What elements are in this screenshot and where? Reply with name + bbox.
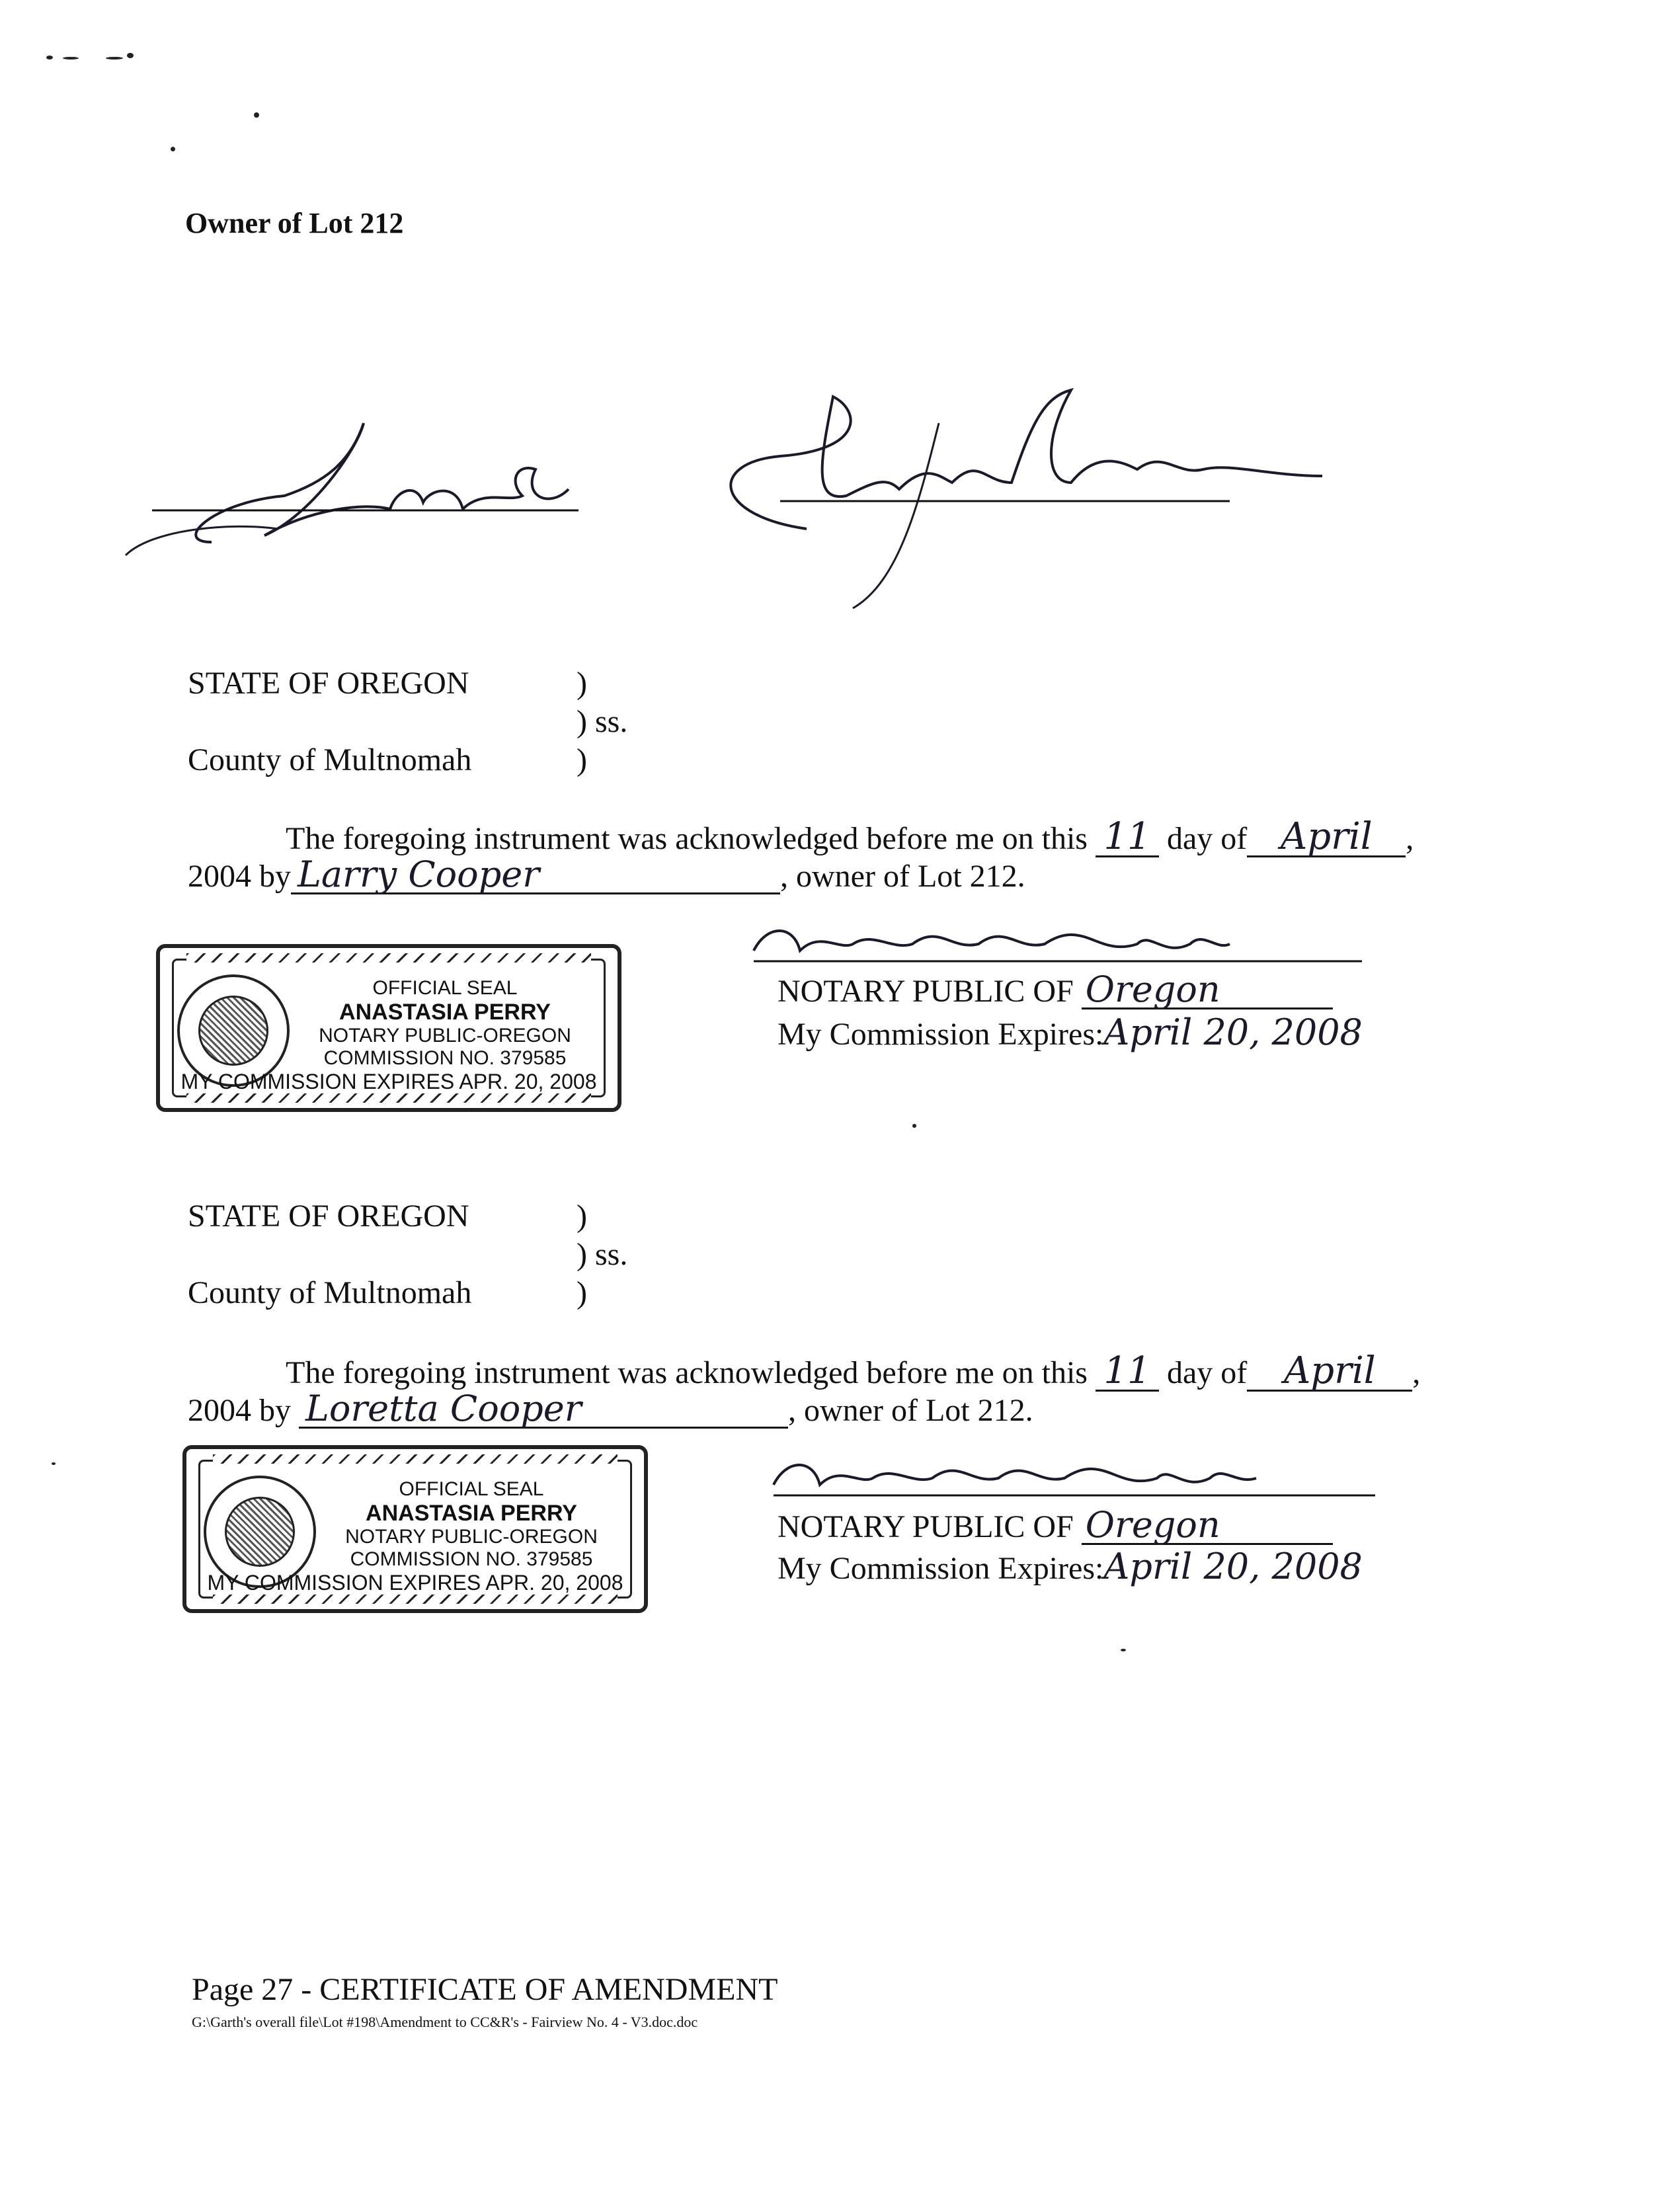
- seal-line: NOTARY PUBLIC-OREGON: [319, 1025, 571, 1047]
- scan-speck: [171, 147, 175, 151]
- notary-signature: [740, 918, 1375, 970]
- acknowledgment-name-line: [188, 853, 1025, 895]
- commission-line: [778, 1546, 1363, 1587]
- ack-prefix: The foregoing instrument was acknowledged before me on this: [286, 1355, 1088, 1390]
- acknowledgment-name-line: [188, 1388, 1033, 1429]
- ack-owner-suffix: , owner of Lot 212.: [788, 1393, 1033, 1428]
- commission-label: My Commission Expires:: [778, 1551, 1104, 1586]
- commission-value: April 20, 2008: [1103, 1546, 1363, 1587]
- commission-line: [778, 1011, 1363, 1053]
- ack-day-value: 11: [1096, 1353, 1159, 1392]
- ss-label: ) ss.: [577, 1237, 628, 1272]
- county-label: County of Multnomah: [188, 742, 472, 777]
- seal-line: ANASTASIA PERRY: [339, 1000, 551, 1025]
- scan-speck: [52, 1462, 56, 1465]
- notary-public-label: NOTARY PUBLIC OF: [778, 1509, 1074, 1544]
- notary-state-value: Oregon: [1082, 1507, 1333, 1545]
- scan-speck: [63, 57, 79, 59]
- seal-line: MY COMMISSION EXPIRES APR. 20, 2008: [180, 1070, 597, 1093]
- owner-signature-larry: [112, 410, 588, 569]
- commission-value: April 20, 2008: [1103, 1011, 1363, 1053]
- ack-comma: ,: [1412, 1355, 1421, 1390]
- county-label: County of Multnomah: [188, 1275, 472, 1310]
- ack-day-value: 11: [1096, 818, 1159, 857]
- footer-page-label: Page 27 - CERTIFICATE OF AMENDMENT: [192, 1972, 778, 2007]
- ack-year-prefix: 2004 by: [188, 1393, 291, 1428]
- seal-line: OFFICIAL SEAL: [399, 1478, 544, 1500]
- notary-public-label: NOTARY PUBLIC OF: [778, 974, 1074, 1009]
- notary-state-value: Oregon: [1082, 972, 1333, 1009]
- ack-month-value: April: [1247, 1353, 1412, 1392]
- ack-month-value: April: [1247, 818, 1406, 857]
- notary-signature: [754, 1452, 1388, 1505]
- ack-day-of: day of: [1166, 1355, 1248, 1390]
- seal-line: MY COMMISSION EXPIRES APR. 20, 2008: [207, 1571, 623, 1595]
- ack-name-value: Loretta Cooper: [299, 1391, 788, 1429]
- paren: ): [577, 1199, 587, 1234]
- acknowledgment-line: [286, 1349, 1421, 1392]
- notary-seal: [182, 1445, 648, 1613]
- ack-prefix: The foregoing instrument was acknowledged before me on this: [286, 821, 1088, 856]
- seal-line: OFFICIAL SEAL: [372, 977, 518, 999]
- scan-speck: [1121, 1649, 1126, 1651]
- ack-year-prefix: 2004 by: [188, 859, 291, 894]
- notary-seal: [156, 944, 621, 1112]
- paren: ): [577, 1275, 587, 1310]
- ack-comma: ,: [1406, 821, 1414, 856]
- notary-public-line: [778, 1504, 1333, 1546]
- ss-label: ) ss.: [577, 704, 628, 739]
- scan-speck: [127, 53, 134, 58]
- footer-file-path: G:\Garth's overall file\Lot #198\Amendment to CC&R's - Fairview No. 4 - V3.doc.doc: [192, 2014, 698, 2030]
- scan-speck: [254, 112, 259, 118]
- page-heading: Owner of Lot 212: [185, 207, 404, 239]
- scan-speck: [46, 56, 53, 59]
- ack-owner-suffix: , owner of Lot 212.: [780, 859, 1025, 894]
- seal-line: ANASTASIA PERRY: [366, 1501, 577, 1526]
- ack-name-value: Larry Cooper: [291, 857, 780, 894]
- state-label: STATE OF OREGON: [188, 666, 469, 701]
- scan-speck: [912, 1124, 916, 1128]
- scan-speck: [106, 57, 123, 59]
- acknowledgment-line: [286, 815, 1414, 858]
- seal-line: COMMISSION NO. 379585: [350, 1548, 593, 1570]
- seal-line: COMMISSION NO. 379585: [323, 1047, 567, 1069]
- notary-public-line: [778, 968, 1333, 1010]
- paren: ): [577, 742, 587, 777]
- state-label: STATE OF OREGON: [188, 1199, 469, 1234]
- paren: ): [577, 666, 587, 701]
- ack-day-of: day of: [1166, 821, 1248, 856]
- commission-label: My Commission Expires:: [778, 1017, 1104, 1052]
- seal-line: NOTARY PUBLIC-OREGON: [345, 1526, 598, 1548]
- owner-signature-loretta: [701, 383, 1336, 621]
